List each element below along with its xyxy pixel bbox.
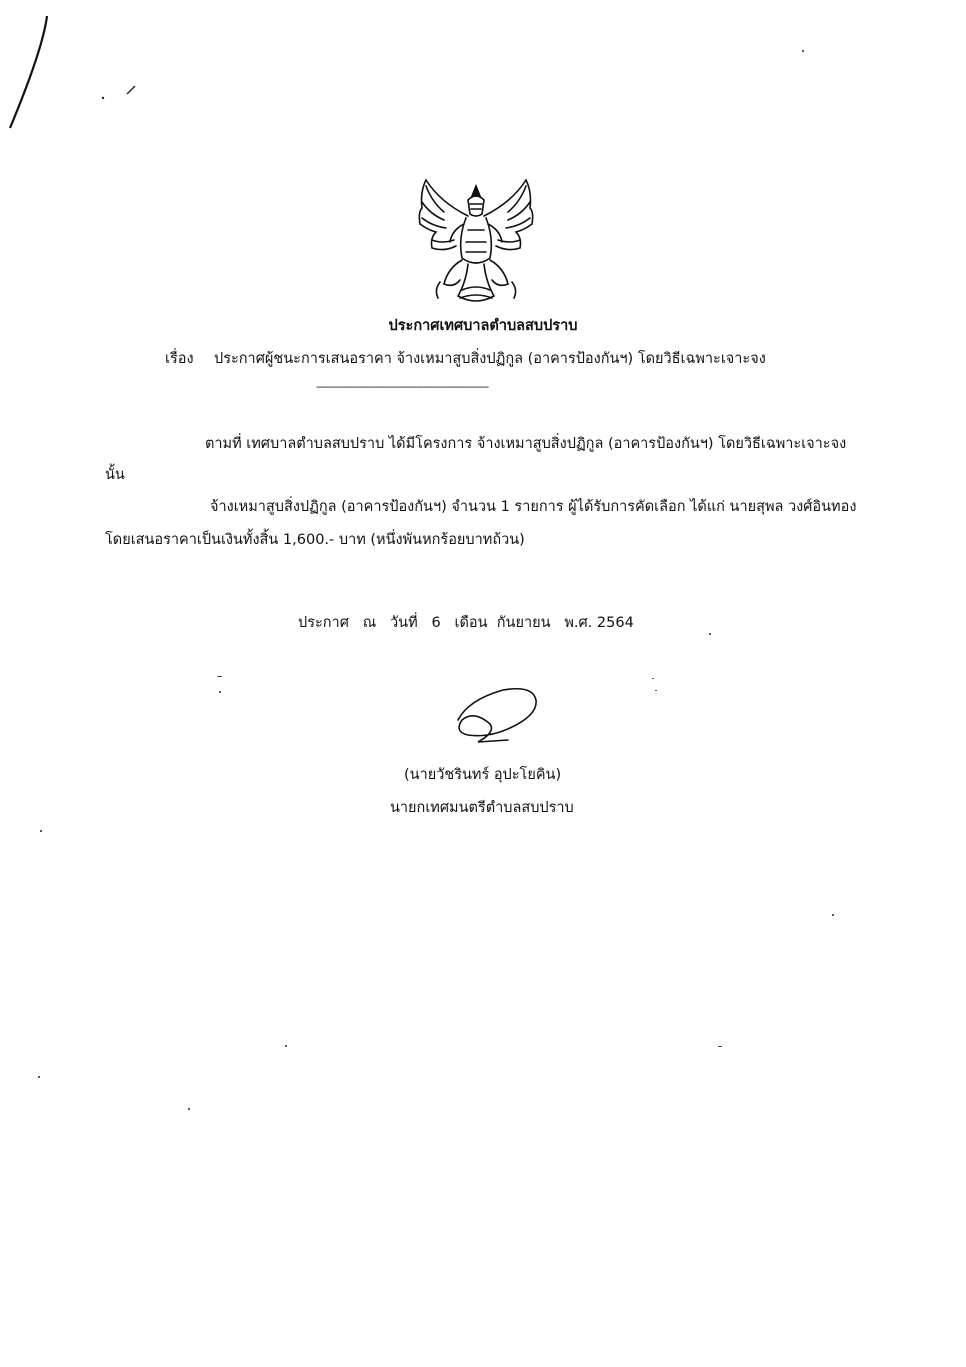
announce-month: กันยายน	[496, 615, 551, 631]
announce-day: 6	[431, 615, 441, 631]
signatory-position: นายกเทศมนตรีตำบลสบปราบ	[390, 800, 574, 816]
announce-at: ณ	[362, 615, 377, 631]
paragraph-2-line-2: โดยเสนอราคาเป็นเงินทั้งสิ้น 1,600.- บาท (หนึ่งพันหกร้อยบาทถ้วน)	[105, 532, 525, 548]
scan-speck	[219, 691, 221, 693]
title-divider: ----------------------------------------------------------	[316, 380, 489, 393]
announce-year: 2564	[596, 615, 634, 631]
scan-speck	[832, 914, 834, 916]
scan-speck	[709, 633, 711, 635]
announce-year-label: พ.ศ.	[564, 615, 593, 631]
paragraph-2-line-1: จ้างเหมาสูบสิ่งปฏิกูล (อาคารป้องกันฯ) จำนวน 1 รายการ ผู้ได้รับการคัดเลือก ได้แก่ นายสุพล วงศ์อินทอง	[210, 499, 857, 515]
scan-speck	[217, 676, 222, 677]
signatory-name: (นายวัชรินทร์ อุปะโยคิน)	[404, 767, 562, 783]
handwritten-signature	[448, 680, 548, 750]
scan-speck	[285, 1045, 287, 1047]
subject-text: ประกาศผู้ชนะการเสนอราคา จ้างเหมาสูบสิ่งปฏิกูล (อาคารป้องกันฯ) โดยวิธีเฉพาะเจาะจง	[214, 351, 766, 367]
scan-speck	[802, 50, 804, 52]
paragraph-1-line-2: นั้น	[105, 467, 125, 483]
document-title: ประกาศเทศบาลตำบลสบปราบ	[388, 318, 578, 334]
scan-speck	[652, 678, 654, 679]
paragraph-1-line-1: ตามที่ เทศบาลตำบลสบปราบ ได้มีโครงการ จ้างเหมาสูบสิ่งปฏิกูล (อาคารป้องกันฯ) โดยวิธีเฉพาะเจาะจง	[205, 436, 847, 452]
announce-month-label: เดือน	[454, 615, 488, 631]
scan-speck	[655, 690, 657, 691]
announce-prefix: ประกาศ	[298, 615, 349, 631]
scan-speck	[718, 1046, 722, 1047]
announcement-date-line	[298, 613, 634, 633]
subject-label: เรื่อง	[165, 351, 194, 367]
margin-ink-marks	[95, 80, 145, 105]
garuda-emblem-icon	[410, 172, 542, 310]
margin-pen-stroke	[0, 0, 70, 140]
scan-speck	[188, 1108, 190, 1110]
scan-speck	[40, 830, 42, 832]
announce-day-label: วันที่	[390, 615, 418, 631]
scan-speck	[38, 1076, 40, 1078]
